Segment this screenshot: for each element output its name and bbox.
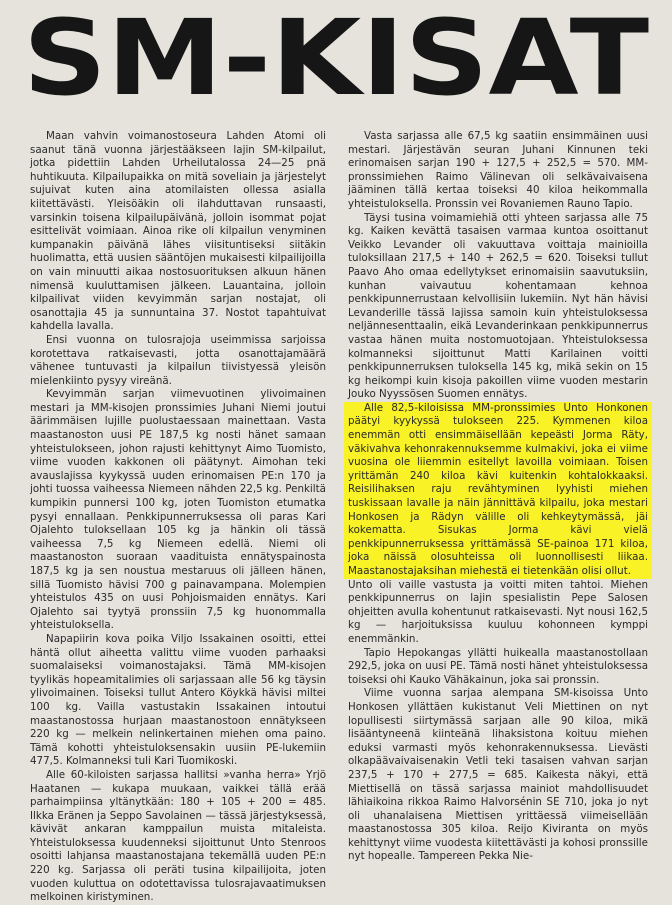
paragraph: Maan vahvin voimanostoseura Lahden Atomi oli saanut tänä vuonna järjestääkseen lajin SM-kilpailut, jotka pidettiin Lahden Urheilutalossa 24—25 pnä huhtikuuta. Kilpailupaikka on mitä soveliain ja järjestelyt sujuivat kuten aina atomilaisten ollessa asialla kiitettävästi. Yleisöäkin oli ilahduttavan runsaasti, varsinkin toisena kilpailupäivänä, jolloin isommat pojat esittelivät voimiaan. Ainoa rike oli kilpailun venyminen kumpanakin päivänä lähes viisituntiseksi siitäkin huolimatta, että uusien sääntöjen mukaisesti kilpailijoilla on vain minuutti aikaa nostosuorituksen alkuun hänen nimensä kuuluttamisen jälkeen. Lauantaina, jolloin kilpailivat viiden kevyimmän sarjan nostajat, oli osanottajia 45 ja sunnuntaina 37. Nostot tapahtuivat kahdella lavalla. xyxy=(30,130,326,333)
headline: SM-KISAT xyxy=(22,0,650,119)
left-column xyxy=(30,130,326,905)
paragraph: Täysi tusina voimamiehiä otti yhteen sarjassa alle 75 kg. Kaiken kevättä tasaisen varmaa kuntoa osoittanut Veikko Levander oli vakuuttava voittaja mainioilla tuloksillaan 217,5 + 140 + 262,5 = 620. Toiseksi tullut Paavo Aho omaa edellytykset erinomaisiin saavutuksiin, kunhan vaivautuu kohentamaan kehnoa penkkipunnerrustaan kelvollisiin lukemiin. Nyt hän hävisi Levanderille tässä lajissa samoin kuin yhteistuloksessa neljännesenttaalin, eikä Levanderinkaan penkkipunnerrus vastaa hänen muita nostomuotojaan. Yhteistuloksessa kolmanneksi sijoittunut Matti Karilainen voitti penkkipunnerruksen tuloksella 145 kg, mikä sekin on 15 kg heikompi kuin kisoja pakoillen viime vuoden mestarin Jouko Nyyssösen Suomen ennätys. xyxy=(348,211,648,401)
paragraph-continuation: oli vaille vastusta ja voitti miten tahtoi. Miehen penkkipunnerrus on lajin spesialistin Pepe Salosen ohjeitten avulla kohentunut ratkaisevasti. Nyt nousi 162,5 kg — harjoituksissa kuuluu kohonneen kymppi enemmänkin. xyxy=(348,578,648,645)
paragraph: Napapiirin kova poika Viljo Issakainen osoitti, ettei häntä ollut aiheetta valittu viime vuoden parhaaksi suomalaiseksi voimanostajaksi. Tämä MM-kisojen tyylikäs hopeamitalimies oli sarjassaan alle 56 kg täysin ylivoimainen. Toiseksi tullut Antero Köykkä hävisi miltei 100 kg. Vailla vastustakin Issakainen intoutui maastanostossa hurjaan maastanostoon ennätykseen 220 kg — melkein nelinkertainen miehen oma paino. Tämä kohotti yhteistuloksensakin uusiin PE-lukemiin 477,5. Kolmanneksi tuli Kari Tuomikoski. xyxy=(30,632,326,768)
paragraph: Vasta sarjassa alle 67,5 kg saatiin ensimmäinen uusi mestari. Järjestävän seuran Juhani Kinnunen teki erinomaisen sarjan 190 + 127,5 + 252,5 = 570. MM-pronssimiehen Raimo Välinevan oli selkävaivaisena jääminen tällä kertaa toiseksi 40 kiloa heikommalla yhteistuloksella. Pronssin vei Rovaniemen Rauno Tapio. xyxy=(348,130,648,210)
paragraph-continuation-word: Unto xyxy=(348,578,373,591)
paragraph: Kevyimmän sarjan viimevuotinen ylivoimainen mestari ja MM-kisojen pronssimies Juhani Niemi joutui äärimmäisen lujille puolustaessaan mainettaan. Vasta maastanoston uusi PE 187,5 kg nosti hänet samaan yhteistulokseen, johon rajusti kehittynyt Aimo Tuomisto, viime vuoden kakkonen oli päätynyt. Aimohan teki avauslajissa kyykyssä uuden erinomaisen PE:n 170 ja johti tuossa vaiheessa Niemeen nähden 22,5 kg. Penkiltä kumpikin punnersi 100 kg, joten Tuomiston etumatka pysyi ennallaan. Penkkipunnerruksessa oli paras Kari Ojalehto tuloksellaan 105 kg ja hänkin oli tässä vaiheessa 7,5 kg Niemeen edellä. Niemi oli maastanoston suoraan vaadituista ennätyspainosta 187,5 kg ja sen noustua mestaruus oli jälleen hänen, sillä Tuomisto hävisi 700 g painavampana. Molempien yhteistulos 435 on uusi Pohjoismaiden ennätys. Kari Ojalehto sai tyytyä pronssiin 7,5 kg huonommalla yhteistuloksella. xyxy=(30,388,326,632)
paragraph: Viime vuonna sarjaa alempana SM-kisoissa Unto Honkosen yllättäen kukistanut Veli Miettinen on nyt lopullisesti siirtymässä sarjaan alle 90 kiloa, mikä lisääntyneenä kiinteänä lihaksistona koituu miehen eduksi varmasti myös kehonrakennuksessa. Lievästi olkapäävaivaisenakin Vetli teki tasaisen vahvan sarjan 237,5 + 170 + 277,5 = 685. Kaikesta näkyi, että Miettisellä on tässä sarjassa mainiot mahdollisuudet lähiaikoina rikkoa Raimo Halvorsénin SE 710, joka jo nyt oli uhanalaisena Miettisen yrittäessä viimeisellään maastanostossa 305 kiloa. Reijo Kiviranta on myös kehittynyt viime vuodesta kiitettävästi ja kohosi pronssille nyt hopealle. Tampereen Pekka Nie- xyxy=(348,687,648,863)
paragraph: Tapio Hepokangas yllätti huikealla maastanostollaan 292,5, joka on uusi PE. Tämä nosti hänet yhteistuloksessa toiseksi ohi Kauko Vähäkainun, joka sai pronssin. xyxy=(348,646,648,686)
right-column xyxy=(348,130,648,864)
paragraph: Alle 60-kiloisten sarjassa hallitsi »vanha herra» Yrjö Haatanen — kukapa muukaan, vaikkei tällä erää parhaimpiinsa yltänytkään: 180 + 105 + 200 = 485. Ilkka Eränen ja Seppo Savolainen — tässä järjestyksessä, kävivät ankaran kamppailun muista mitaleista. Yhteistuloksessa kuudenneksi sijoittunut Unto Stenroos osoitti lahjansa maastanostajana tekemällä uuden PE:n 220 kg. Sarjassa oli peräti tusina kilpailijoita, joten vuoden kuluttua on odotettavissa tulosrajavaatimuksen melkoinen kiristyminen. xyxy=(30,768,326,904)
highlighted-paragraph: Alle 82,5-kiloisissa MM-pronssimies Unto Honkonen päätyi kyykyssä tulokseen 225. Kymmenen kiloa enemmän otti ensimmäisellään kepeästi Jorma Räty, väkivahva kehonrakennuksemme kulmakivi, joka ei viime vuosina ole liiemmin esitellyt lavoilla voimiaan. Toisen yrittämän 240 kiloa kävi kuitenkin kohtalokkaaksi. Reisilihaksen raju revähtyminen lyyhisti miehen tuskissaan lavalle ja näin jännittävä kilpailu, joka mestari Honkosen ja Rädyn välille oli kehkeytymässä, jäi kokematta. Sisukas Jorma kävi vielä penkkipunnerruksessa yrittämässä SE-painoa 171 kiloa, joka näissä olosuhteissa oli luonnollisesti liikaa. Maastanostajaksihan miehestä ei tietenkään olisi ollut. xyxy=(348,401,648,577)
highlighted-passage xyxy=(344,402,652,579)
paragraph xyxy=(348,579,648,647)
paragraph: Ensi vuonna on tulosrajoja useimmissa sarjoissa korotettava ratkaisevasti, jotta osanottajamäärä vähenee tuntuvasti ja kilpailun tiivistyessä yleisön mielenkiinto pysyy vireänä. xyxy=(30,333,326,387)
